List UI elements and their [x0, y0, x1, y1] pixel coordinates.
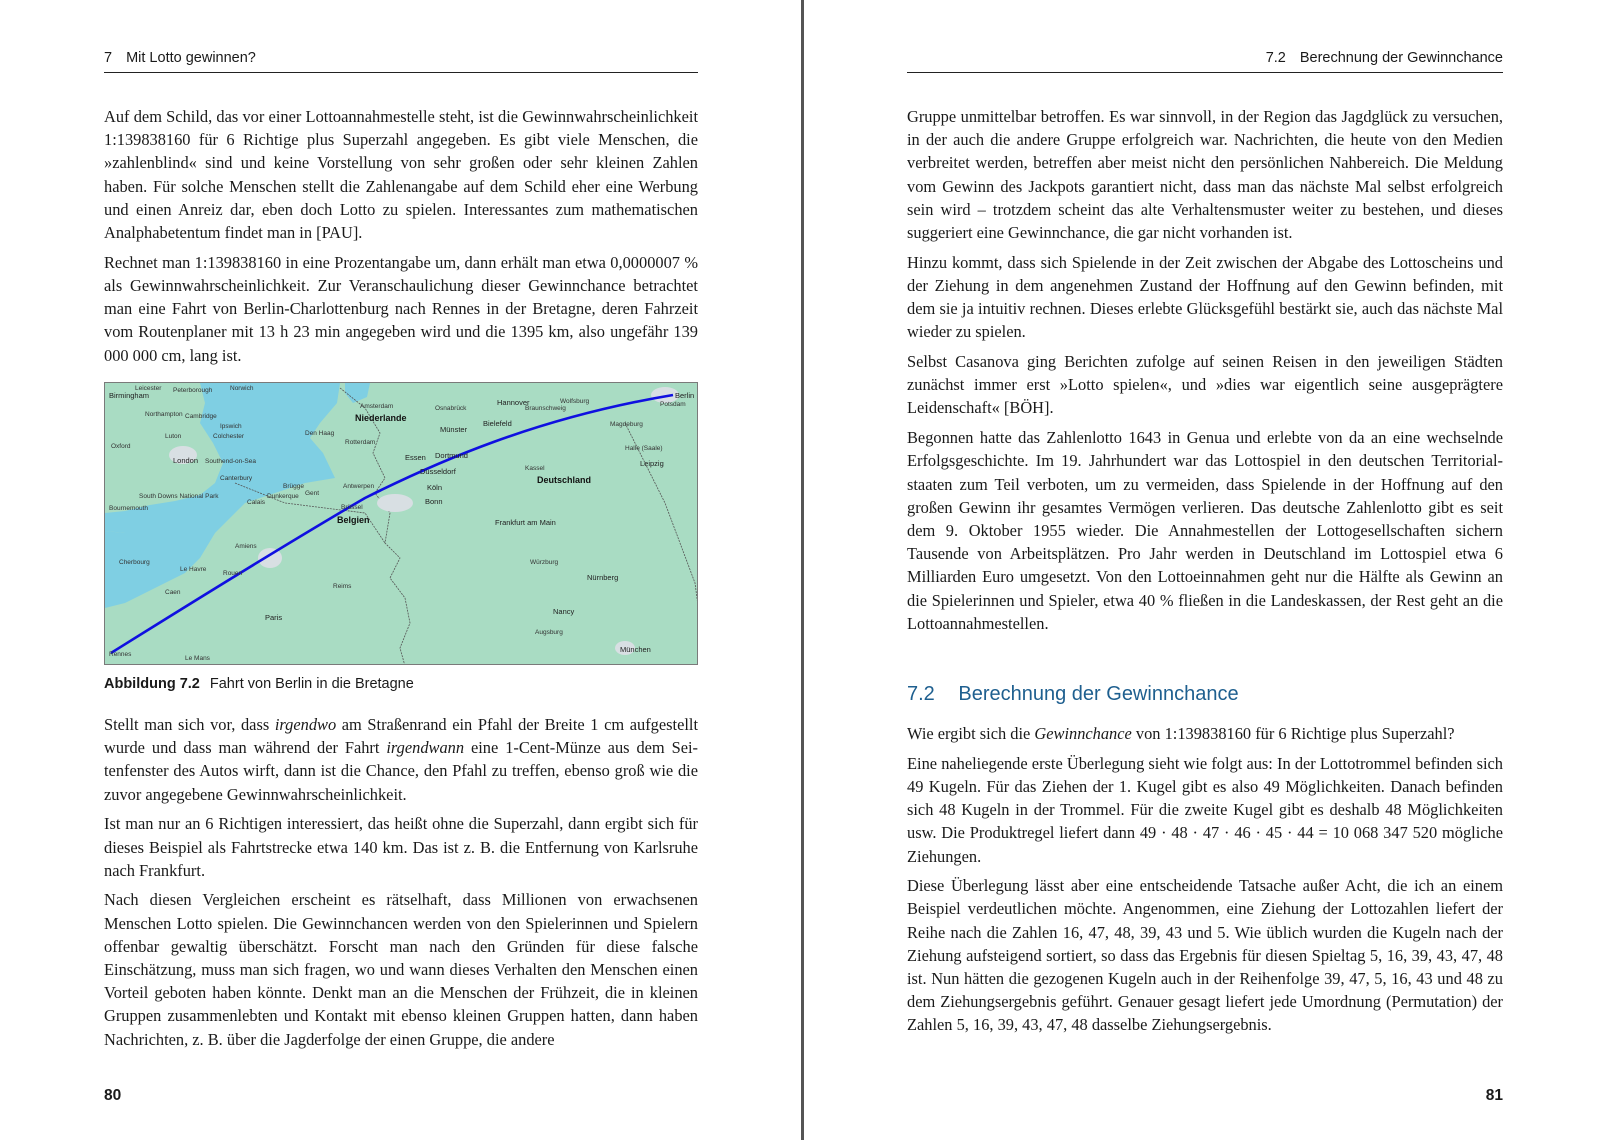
left-body-bottom — [104, 713, 698, 1057]
map-label: Leipzig — [640, 459, 664, 468]
map-label: South Downs National Park — [139, 493, 219, 500]
paragraph: Ist man nur an 6 Richtigen interessiert, das heißt ohne die Superzahl, dann ergibt sich für dieses Beispiel als Fahrtstrecke etwa 140 km. Das ist z. B. die Entfernung von Karlsruhe nach Frankfurt. — [104, 814, 698, 880]
paragraph: Gruppe unmittelbar betroffen. Es war sinnvoll, in der Region das Jagdglück zu versuchen, in der auch die andere Gruppe erfolgreich war. Nachrichten, die heute von den Medien verbreitet werden, betreffen aber meist nicht den persönlichen Nahbereich. Die Meldung vom Gewinn des Jackpots garantiert nicht, dass man das nächste Mal selbst erfolgreich sein wird – trotzdem scheint das alte Verhaltensmuster weiter zu bestehen, und dieses suggeriert eine Gewinnchance, die gar nicht vorhanden ist. — [907, 107, 1503, 243]
map-label: Köln — [427, 483, 443, 492]
map-label: Birmingham — [109, 391, 150, 400]
map-label: Kassel — [525, 465, 545, 472]
map-label: München — [620, 645, 651, 654]
running-head-right — [907, 42, 1503, 73]
map-label: Leicester — [135, 385, 162, 392]
map-label: Luton — [165, 433, 182, 440]
map-label: Amsterdam — [360, 403, 394, 410]
map-label-country: Deutschland — [537, 475, 592, 485]
route-map-figure — [104, 382, 698, 665]
figure-caption-text: Fahrt von Berlin in die Bretagne — [209, 676, 414, 692]
map-label: Canterbury — [220, 475, 253, 482]
map-label-berlin: Berlin — [675, 391, 695, 400]
map-label: Bonn — [425, 497, 443, 506]
map-label-paris: Paris — [265, 613, 283, 622]
map-label: Northampton — [145, 411, 183, 418]
running-head-left — [104, 42, 698, 73]
figure-label: Abbildung 7.2 — [104, 676, 200, 692]
figure-caption — [104, 676, 414, 692]
map-label: Magdeburg — [610, 421, 643, 428]
map-label: Le Havre — [180, 566, 207, 573]
map-label: Düsseldorf — [420, 467, 456, 476]
left-page — [104, 0, 698, 1140]
map-label: Rouen — [223, 570, 243, 577]
page-number-left: 80 — [104, 1087, 122, 1104]
map-label-london: London — [173, 456, 199, 465]
page-number-right: 81 — [1485, 1087, 1503, 1104]
paragraph: Eine naheliegende erste Überlegung sieht wie folgt aus: In der Lottotrommel befinden sich 49 Kugeln. Für das Ziehen der 1. Kugel gibt es also 49 Möglichkeiten. Danach befinden sich 48 Kugeln in der Trommel. Für die zweite Kugel gibt es deshalb 48 Möglichkeiten usw. Die Produktregel liefert dann 49 · 48 · 47 · 46 · 45 · 44 = 10 068 347 520 mögliche Ziehungen. — [907, 753, 1503, 866]
map-label: Den Haag — [305, 430, 335, 437]
map-label: Oxford — [111, 443, 131, 450]
map-label: Reims — [333, 583, 352, 590]
page-gutter-divider — [801, 0, 804, 1140]
map-label: Cherbourg — [119, 559, 150, 566]
chapter-number: 7 — [104, 50, 113, 66]
map-label: Brüssel — [341, 504, 363, 511]
map-label: Hannover — [497, 398, 530, 407]
map-label: Nancy — [553, 607, 575, 616]
map-label: Nürnberg — [587, 573, 619, 582]
right-body-bottom — [907, 722, 1503, 1043]
right-page — [907, 0, 1503, 1140]
paragraph: Nach diesen Vergleichen erscheint es rätselhaft, dass Millionen von erwachsenen Menschen Lotto spielen. Die Gewinnchancen werden von den Spielerinnen und Spielern offenbar gewaltig überschätzt. Forscht man nach den Gründen für diese falsche Einschätzung, muss man sich fragen, wo und wann dieses Verhalten den Menschen einen Vorteil geboten haben könnte. Denkt man an die Menschen der Frühzeit, die in kleinen Gruppen zusammenlebten und Kontakt mit ebenso kleinen Gruppen hatten, dann haben Nachrichten, z. B. über die Jagderfolge der einen Gruppe, die andere — [104, 890, 698, 1049]
section-heading — [907, 683, 1239, 706]
paragraph: Stellt man sich vor, dass irgendwo am Straßenrand ein Pfahl der Breite 1 cm aufgestellt wurde und dass man während der Fahrt irgendwann eine 1-Cent-Münze aus dem Seitenfenster des Autos wirft, dann ist die Chance, den Pfahl zu treffen, ebenso groß wie die zuvor angegebene Gewinnwahrscheinlichkeit. — [104, 715, 699, 804]
map-label: Norwich — [230, 385, 254, 392]
map-label: Gent — [305, 490, 320, 497]
map-label: Dunkerque — [267, 493, 299, 500]
section-heading-title: Berechnung der Gewinnchance — [958, 683, 1239, 705]
map-label-rennes: Rennes — [109, 651, 132, 658]
map-label: Würzburg — [530, 559, 559, 566]
paragraph: Wie ergibt sich die Gewinnchance von 1:139838160 für 6 Richtige plus Superzahl? — [907, 724, 1455, 743]
right-body-top — [907, 105, 1503, 641]
paragraph: Begonnen hatte das Zahlenlotto 1643 in Genua und erlebte von da an eine wechselnde Erfolgsgeschichte. Im 19. Jahrhundert war das Lottospiel in den deutschen Territorialstaaten zum Teil verboten, um zu vermeiden, dass Spielende in der Hoffnung auf den großen Gewinn ihr gesamtes Vermögen verlieren. Das deutsche Zahlenlotto gibt es seit dem 9. Oktober 1955 wieder. Die Annahmestellen der Lottogesellschaften sichern Tausende von Arbeitsplätzen. Pro Jahr werden in Deutschland im Lottospiel etwa 6 Milliarden Euro umgesetzt. Von den Lottoeinnahmen geht nur die Hälfte als Gewinn an die Spielerinnen und Spieler, etwa 40 % fließen in die Landeskassen, der Rest geht an die Lottoannahmestellen. — [907, 428, 1503, 633]
map-label: Antwerpen — [343, 483, 375, 490]
map-label: Peterborough — [173, 387, 213, 394]
map-label: Halle (Saale) — [625, 445, 663, 452]
map-label: Calais — [247, 499, 266, 506]
map-label: Caen — [165, 589, 181, 596]
map-label-country: Niederlande — [355, 413, 407, 423]
map-label: Le Mans — [185, 655, 210, 662]
map-label: Rotterdam — [345, 439, 376, 446]
map-label: Southend-on-Sea — [205, 458, 256, 465]
map-label: Osnabrück — [435, 405, 467, 412]
map-label: Braunschweig — [525, 405, 566, 412]
map-label: Dortmund — [435, 451, 468, 460]
map-label: Bielefeld — [483, 419, 512, 428]
paragraph: Diese Überlegung lässt aber eine entscheidende Tatsache außer Acht, die ich an einem Beispiel verdeutlichen möchte. Angenommen, eine Ziehung der Lottozahlen liefert der Reihe nach die Zahlen 16, 47, 48, 39, 43 und 5. Wie üblich wurden die Kugeln nach der Ziehung aufsteigend sortiert, so dass das Ergebnis für diesen Spieltag 5, 16, 39, 43, 47, 48 ist. Nun hätten die gezogenen Kugeln auch in der Reihenfolge 39, 47, 5, 16, 43 und 48 zu dem Ziehungsergebnis geführt. Genauer gesagt liefert jede Umordnung (Permutation) der Zahlen 5, 16, 39, 43, 47, 48 dasselbe Ziehungsergebnis. — [907, 876, 1503, 1035]
map-label: Augsburg — [535, 629, 563, 636]
paragraph: Rechnet man 1:139838160 in eine Prozentangabe um, dann erhält man etwa 0,0000007 % als Gewinnwahrscheinlichkeit. Zur Veranschaulichung dieser Gewinnchance betrachtet man eine Fahrt von Berlin-Charlottenburg nach Rennes in der Bretagne, deren Fahrzeit vom Routenplaner mit 13 h 23 min angegeben wird und die 1395 km, also ungefähr 139 000 000 cm, lang ist. — [104, 252, 698, 365]
map-label: Potsdam — [660, 401, 686, 408]
map-label: Wolfsburg — [560, 398, 590, 405]
chapter-title: Mit Lotto gewinnen? — [126, 50, 256, 66]
map-label: Bournemouth — [109, 505, 149, 512]
map-label: Brügge — [283, 483, 304, 490]
left-body-top — [104, 105, 698, 373]
paragraph: Auf dem Schild, das vor einer Lottoannahmestelle steht, ist die Gewinnwahrscheinlichkeit 1:139838160 für 6 Richtige plus Superzahl angegeben. Es gibt viele Menschen, die »zahlenblind« sind und keine Vorstellung von sehr großen oder sehr kleinen Zahlen haben. Für solche Menschen stellt die Zahlenangabe auf dem Schild eher eine Werbung und einen Anreiz dar, eben doch Lotto zu spielen. Interessantes zum mathematischen Analphabetentum findet man in [PAU]. — [104, 107, 698, 243]
paragraph: Selbst Casanova ging Berichten zufolge auf seinen Reisen in den jeweiligen Städten zunächst immer erst »Lotto spielen«, und »dies war eigentlich seine ausgeprägtere Leidenschaft« [BÖH]. — [907, 352, 1503, 418]
map-label: Colchester — [213, 433, 245, 440]
paragraph: Hinzu kommt, dass sich Spielende in der Zeit zwischen der Abgabe des Lottoscheins und der Ziehung in dem angenehmen Zustand der Hoffnung auf den Gewinn befinden, mit dem sie ja intuitiv rechnen. Dieses erlebte Glücksgefühl bestärkt sie, auch das nächste Mal wieder zu spielen. — [907, 252, 1503, 342]
map-label: Essen — [405, 453, 426, 462]
section-heading-number: 7.2 — [907, 683, 935, 705]
map-label: Amiens — [235, 543, 257, 550]
section-title: Berechnung der Gewinnchance — [1299, 50, 1503, 66]
map-label: Cambridge — [185, 413, 217, 420]
map-label: Ipswich — [220, 423, 242, 430]
map-label-country: Belgien — [337, 515, 370, 525]
map-label: Münster — [440, 425, 468, 434]
section-number: 7.2 — [1265, 50, 1286, 66]
map-label: Frankfurt am Main — [495, 518, 556, 527]
